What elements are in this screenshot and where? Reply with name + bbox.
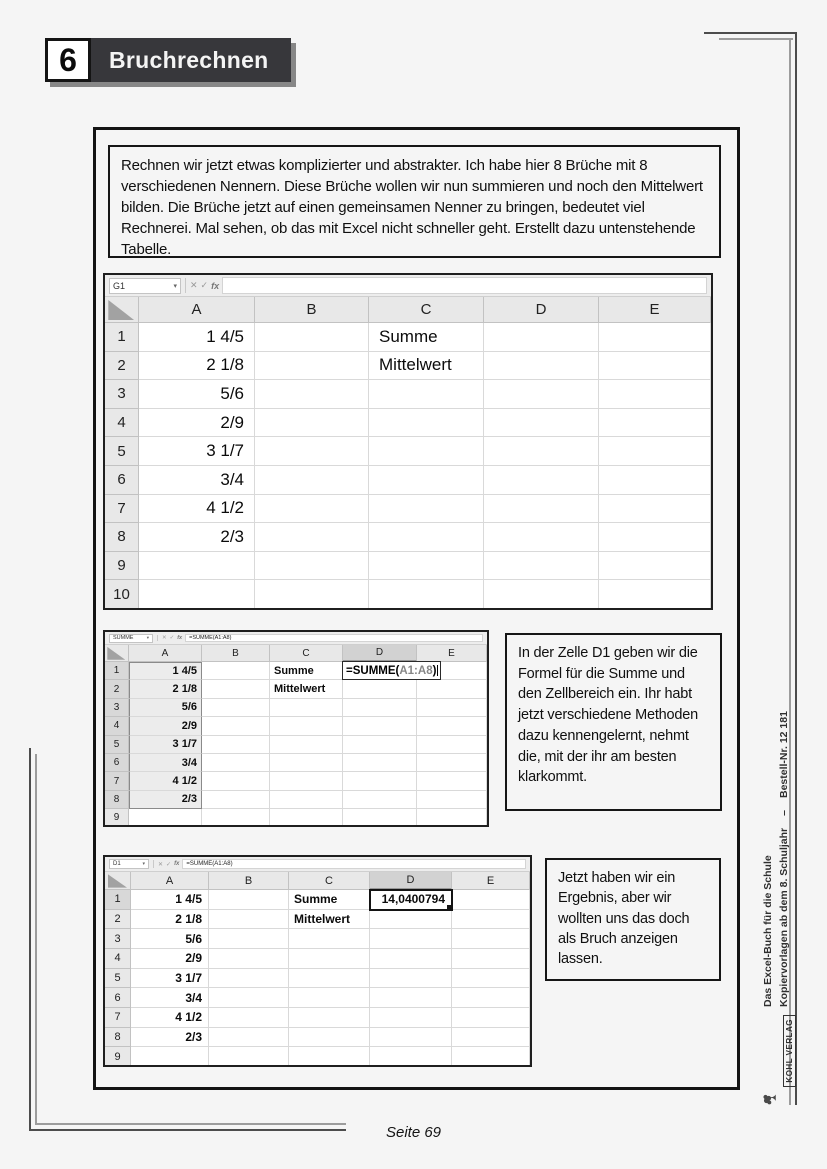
cell-B1 xyxy=(202,662,270,680)
cell-D6 xyxy=(343,754,417,772)
cell-D2 xyxy=(484,352,599,381)
formula-bar-separator xyxy=(157,635,158,641)
cell-B8 xyxy=(209,1028,289,1048)
cell-B5 xyxy=(255,437,369,466)
column-header-D: D xyxy=(343,645,417,662)
cell-A8: 2/3 xyxy=(131,1028,209,1048)
cell-C8 xyxy=(369,523,484,552)
cell-D2 xyxy=(343,680,417,698)
row-header-7: 7 xyxy=(105,772,129,790)
column-header-B: B xyxy=(255,297,369,323)
select-all-corner xyxy=(105,297,139,323)
kohl-verlag-tree-icon xyxy=(748,1092,792,1105)
row-header-1: 1 xyxy=(105,890,131,910)
cell-C1: Summe xyxy=(270,662,343,680)
publisher-name: KOHL VERLAG xyxy=(783,1015,796,1087)
cell-B5 xyxy=(202,736,270,754)
enter-icon: ✓ xyxy=(200,280,209,290)
cell-C8 xyxy=(289,1028,370,1048)
cancel-icon: ✕ xyxy=(158,861,164,868)
column-header-D: D xyxy=(370,872,452,890)
cell-D1: 14,0400794 xyxy=(370,890,452,910)
book-imprint-sidetext xyxy=(760,711,794,1007)
book-title: Das Excel-Buch für die Schule xyxy=(762,855,774,1007)
cell-C3 xyxy=(369,380,484,409)
cell-B1 xyxy=(255,323,369,352)
row-header-4: 4 xyxy=(105,949,131,969)
row-header-2: 2 xyxy=(105,680,129,698)
cell-E7 xyxy=(452,1008,530,1028)
formula-input xyxy=(185,634,483,642)
formula-text: =SUMME(A1:A8) xyxy=(186,861,233,867)
cell-A2: 2 1/8 xyxy=(131,910,209,930)
cell-A9 xyxy=(131,1047,209,1067)
cell-D7 xyxy=(484,495,599,524)
cell-E5 xyxy=(417,736,487,754)
cell-C3 xyxy=(270,699,343,717)
namebox-dropdown-icon: ▾ xyxy=(173,282,177,290)
cell-E3 xyxy=(417,699,487,717)
cell-D8 xyxy=(343,791,417,809)
row-header-5: 5 xyxy=(105,969,131,989)
cell-A7: 4 1/2 xyxy=(129,772,202,790)
name-box xyxy=(109,634,153,643)
spreadsheet-screenshot-table xyxy=(103,273,713,610)
cell-C5 xyxy=(270,736,343,754)
cell-B1 xyxy=(209,890,289,910)
row-header-3: 3 xyxy=(105,699,129,717)
cell-B7 xyxy=(202,772,270,790)
formula-bar xyxy=(105,275,711,297)
cell-A1: 1 4/5 xyxy=(131,890,209,910)
note-box-sum xyxy=(505,633,722,811)
intro-text: Rechnen wir jetzt etwas komplizierter und abstrakter. Ich habe hier 8 Brüche mit 8 verschiedenen Nennern. Diese Brüche wollen wir nun summieren und noch den Mittelwert bilden. Die Brüche jetzt auf einen gemeinsamen Nenner zu bringen, bedeutet viel Rechnerei. Mal sehen, ob das mit Excel nicht schneller geht. Erstellt dazu untenstehende Tabelle. xyxy=(121,157,703,258)
cell-B9 xyxy=(209,1047,289,1067)
cell-B3 xyxy=(255,380,369,409)
enter-icon: ✓ xyxy=(166,861,172,868)
column-header-A: A xyxy=(129,645,202,662)
row-header-7: 7 xyxy=(105,495,139,524)
row-header-7: 7 xyxy=(105,1008,131,1028)
cell-C5 xyxy=(369,437,484,466)
cell-D2 xyxy=(370,910,452,930)
cell-grid xyxy=(105,872,530,1067)
cell-D7 xyxy=(343,772,417,790)
row-header-8: 8 xyxy=(105,791,129,809)
cell-C7 xyxy=(369,495,484,524)
page-frame-line-top-inner xyxy=(719,38,793,40)
cell-C9 xyxy=(270,809,343,827)
column-header-A: A xyxy=(139,297,255,323)
cell-D1 xyxy=(484,323,599,352)
cancel-icon: ✕ xyxy=(190,280,198,290)
page-frame-line-top-outer xyxy=(704,32,797,34)
cell-A10 xyxy=(139,580,255,609)
book-subtitle-line xyxy=(776,711,792,1007)
cell-E7 xyxy=(417,772,487,790)
chapter-header xyxy=(45,38,291,82)
row-header-3: 3 xyxy=(105,929,131,949)
row-header-9: 9 xyxy=(105,809,129,827)
cell-D6 xyxy=(370,988,452,1008)
cell-C2: Mittelwert xyxy=(270,680,343,698)
page-frame-line-left-outer xyxy=(29,748,31,1131)
cell-E2 xyxy=(599,352,711,381)
cell-C3 xyxy=(289,929,370,949)
note-box-result xyxy=(545,858,721,981)
cell-E8 xyxy=(599,523,711,552)
cell-grid xyxy=(105,645,487,827)
name-box-value: SUMME xyxy=(113,635,134,641)
cell-B2 xyxy=(202,680,270,698)
cell-A4: 2/9 xyxy=(131,949,209,969)
cell-A3: 5/6 xyxy=(139,380,255,409)
cell-B2 xyxy=(255,352,369,381)
cell-A4: 2/9 xyxy=(129,717,202,735)
row-header-8: 8 xyxy=(105,1028,131,1048)
book-subtitle: Kopiervorlagen ab dem 8. Schuljahr xyxy=(778,827,790,1007)
cell-A8: 2/3 xyxy=(129,791,202,809)
imprint-dash: – xyxy=(778,810,790,816)
cell-E4 xyxy=(599,409,711,438)
select-all-corner xyxy=(105,872,131,890)
row-header-8: 8 xyxy=(105,523,139,552)
cell-D1: =SUMME( A1:A8 ) xyxy=(343,662,417,680)
cell-B6 xyxy=(255,466,369,495)
cell-grid xyxy=(105,297,711,609)
cell-D8 xyxy=(484,523,599,552)
cell-D7 xyxy=(370,1008,452,1028)
cell-D4 xyxy=(370,949,452,969)
page-frame-line-left-inner xyxy=(35,754,37,1125)
row-header-6: 6 xyxy=(105,988,131,1008)
formula-bar-separator xyxy=(185,278,186,293)
cell-A1: 1 4/5 xyxy=(129,662,202,680)
cell-A3: 5/6 xyxy=(131,929,209,949)
formula-input xyxy=(222,277,707,294)
name-box xyxy=(109,278,181,294)
cell-A7: 4 1/2 xyxy=(139,495,255,524)
cell-A5: 3 1/7 xyxy=(129,736,202,754)
column-header-B: B xyxy=(202,645,270,662)
cell-A6: 3/4 xyxy=(139,466,255,495)
select-all-corner xyxy=(105,645,129,662)
cell-E2 xyxy=(452,910,530,930)
column-header-C: C xyxy=(270,645,343,662)
row-header-2: 2 xyxy=(105,910,131,930)
cell-D3 xyxy=(343,699,417,717)
cell-D9 xyxy=(343,809,417,827)
cell-B2 xyxy=(209,910,289,930)
cell-B4 xyxy=(255,409,369,438)
formula-text: =SUMME(A1:A8) xyxy=(189,635,232,641)
page-frame-line-right-outer xyxy=(795,32,797,1105)
cell-B7 xyxy=(209,1008,289,1028)
cell-A9 xyxy=(129,809,202,827)
cell-E8 xyxy=(417,791,487,809)
cell-C4 xyxy=(369,409,484,438)
cell-E6 xyxy=(452,988,530,1008)
cell-B7 xyxy=(255,495,369,524)
cell-C4 xyxy=(289,949,370,969)
row-header-10: 10 xyxy=(105,580,139,609)
cell-C9 xyxy=(289,1047,370,1067)
cell-D3 xyxy=(370,929,452,949)
cell-E9 xyxy=(599,552,711,581)
row-header-9: 9 xyxy=(105,552,139,581)
namebox-dropdown-icon: ▾ xyxy=(146,635,149,640)
row-header-4: 4 xyxy=(105,717,129,735)
cell-E4 xyxy=(417,717,487,735)
column-header-C: C xyxy=(369,297,484,323)
cell-A5: 3 1/7 xyxy=(139,437,255,466)
cell-A7: 4 1/2 xyxy=(131,1008,209,1028)
insert-function-icon: fx xyxy=(177,635,183,641)
cell-E4 xyxy=(452,949,530,969)
cell-E9 xyxy=(417,809,487,827)
cell-B9 xyxy=(202,809,270,827)
column-header-B: B xyxy=(209,872,289,890)
column-header-E: E xyxy=(452,872,530,890)
cell-C7 xyxy=(289,1008,370,1028)
cell-E1 xyxy=(599,323,711,352)
cell-C10 xyxy=(369,580,484,609)
cell-C2: Mittelwert xyxy=(369,352,484,381)
insert-function-icon: fx xyxy=(174,861,180,867)
cell-A5: 3 1/7 xyxy=(131,969,209,989)
column-header-C: C xyxy=(289,872,370,890)
row-header-3: 3 xyxy=(105,380,139,409)
cell-D10 xyxy=(484,580,599,609)
cell-D9 xyxy=(370,1047,452,1067)
cell-D4 xyxy=(484,409,599,438)
name-box-value: D1 xyxy=(113,861,121,867)
cell-D5 xyxy=(343,736,417,754)
cell-B3 xyxy=(209,929,289,949)
cell-E1 xyxy=(452,890,530,910)
intro-text-box xyxy=(108,145,721,258)
spreadsheet-screenshot-result xyxy=(103,855,532,1067)
cell-A2: 2 1/8 xyxy=(139,352,255,381)
cell-B5 xyxy=(209,969,289,989)
page-number: Seite 69 xyxy=(385,1124,442,1141)
row-header-4: 4 xyxy=(105,409,139,438)
row-header-1: 1 xyxy=(105,323,139,352)
cell-B10 xyxy=(255,580,369,609)
column-header-D: D xyxy=(484,297,599,323)
cell-D9 xyxy=(484,552,599,581)
cell-C8 xyxy=(270,791,343,809)
order-number: Bestell-Nr. 12 181 xyxy=(778,711,790,799)
cell-C1: Summe xyxy=(289,890,370,910)
cell-B4 xyxy=(202,717,270,735)
cell-D3 xyxy=(484,380,599,409)
cell-E3 xyxy=(452,929,530,949)
cell-E7 xyxy=(599,495,711,524)
cell-E10 xyxy=(599,580,711,609)
cell-C6 xyxy=(270,754,343,772)
row-header-5: 5 xyxy=(105,736,129,754)
cell-C5 xyxy=(289,969,370,989)
spreadsheet-screenshot-formula xyxy=(103,630,489,827)
cell-A6: 3/4 xyxy=(131,988,209,1008)
cell-A3: 5/6 xyxy=(129,699,202,717)
name-box-value: G1 xyxy=(113,280,126,291)
namebox-dropdown-icon: ▾ xyxy=(142,861,145,867)
row-header-1: 1 xyxy=(105,662,129,680)
publisher-logo xyxy=(748,1015,800,1105)
cell-C1: Summe xyxy=(369,323,484,352)
row-header-2: 2 xyxy=(105,352,139,381)
cell-B6 xyxy=(202,754,270,772)
cell-C2: Mittelwert xyxy=(289,910,370,930)
cell-C6 xyxy=(369,466,484,495)
cell-E6 xyxy=(417,754,487,772)
note-sum-text: In der Zelle D1 geben wir die Formel für die Summe und den Zellbereich ein. Ihr habt jetzt verschiedene Methoden dazu kennengelernt, nehmt die, mit der ihr am besten klarkommt. xyxy=(518,645,698,786)
cell-E5 xyxy=(452,969,530,989)
cell-B8 xyxy=(202,791,270,809)
cell-E9 xyxy=(452,1047,530,1067)
cell-D4 xyxy=(343,717,417,735)
cell-A9 xyxy=(139,552,255,581)
formula-bar xyxy=(105,632,487,645)
insert-function-icon: fx xyxy=(211,280,220,291)
cancel-icon: ✕ xyxy=(162,635,167,641)
cell-C9 xyxy=(369,552,484,581)
cell-E5 xyxy=(599,437,711,466)
cell-C7 xyxy=(270,772,343,790)
name-box xyxy=(109,859,149,869)
row-header-6: 6 xyxy=(105,466,139,495)
row-header-5: 5 xyxy=(105,437,139,466)
cell-E6 xyxy=(599,466,711,495)
formula-input xyxy=(182,859,526,869)
cell-D8 xyxy=(370,1028,452,1048)
cell-E8 xyxy=(452,1028,530,1048)
note-result-text: Jetzt haben wir ein Ergebnis, aber wir wollten uns das doch als Bruch anzeigen lassen. xyxy=(558,870,690,968)
cell-A8: 2/3 xyxy=(139,523,255,552)
row-header-6: 6 xyxy=(105,754,129,772)
formula-bar xyxy=(105,857,530,872)
column-header-A: A xyxy=(131,872,209,890)
cell-A2: 2 1/8 xyxy=(129,680,202,698)
enter-icon: ✓ xyxy=(169,635,175,641)
cell-E2 xyxy=(417,680,487,698)
cell-D5 xyxy=(484,437,599,466)
chapter-number: 6 xyxy=(45,38,91,82)
column-header-E: E xyxy=(599,297,711,323)
cell-B9 xyxy=(255,552,369,581)
cell-B3 xyxy=(202,699,270,717)
cell-C6 xyxy=(289,988,370,1008)
cell-B6 xyxy=(209,988,289,1008)
cell-C4 xyxy=(270,717,343,735)
row-header-9: 9 xyxy=(105,1047,131,1067)
column-header-E: E xyxy=(417,645,487,662)
cell-A6: 3/4 xyxy=(129,754,202,772)
cell-B4 xyxy=(209,949,289,969)
cell-B8 xyxy=(255,523,369,552)
page-title: Bruchrechnen xyxy=(91,38,291,82)
cell-D6 xyxy=(484,466,599,495)
formula-bar-separator xyxy=(153,860,154,868)
cell-A1: 1 4/5 xyxy=(139,323,255,352)
cell-E3 xyxy=(599,380,711,409)
cell-D5 xyxy=(370,969,452,989)
cell-A4: 2/9 xyxy=(139,409,255,438)
